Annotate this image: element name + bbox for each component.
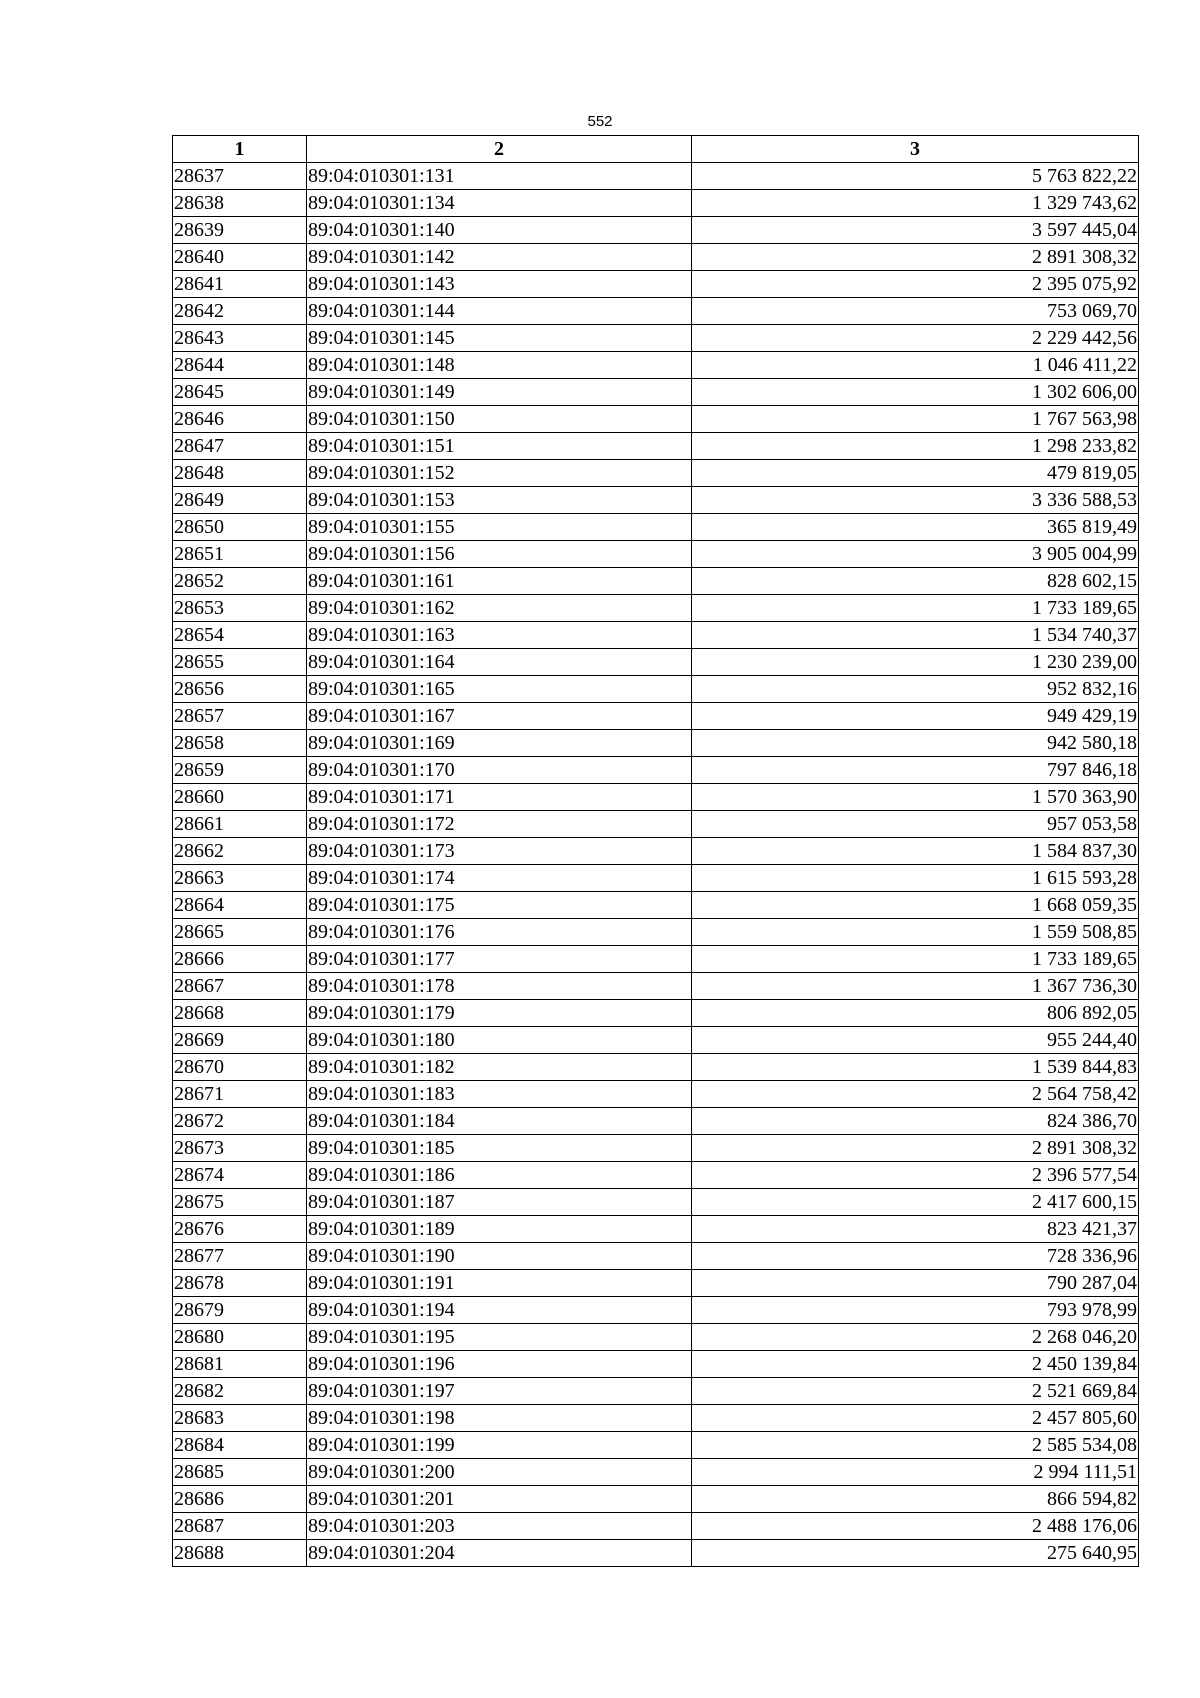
row-number-cell: 28687 — [173, 1513, 307, 1540]
value-cell: 797 846,18 — [692, 757, 1139, 784]
cadastral-number-cell: 89:04:010301:165 — [307, 676, 692, 703]
value-cell: 2 488 176,06 — [692, 1513, 1139, 1540]
cadastral-number-cell: 89:04:010301:196 — [307, 1351, 692, 1378]
value-cell: 949 429,19 — [692, 703, 1139, 730]
cadastral-number-cell: 89:04:010301:140 — [307, 217, 692, 244]
table-row — [173, 865, 1139, 892]
row-number-cell: 28671 — [173, 1081, 307, 1108]
table-row — [173, 1297, 1139, 1324]
cadastral-number-cell: 89:04:010301:175 — [307, 892, 692, 919]
table-row — [173, 1486, 1139, 1513]
table-row — [173, 1351, 1139, 1378]
row-number-cell: 28662 — [173, 838, 307, 865]
cadastral-number-cell: 89:04:010301:197 — [307, 1378, 692, 1405]
value-cell: 1 329 743,62 — [692, 190, 1139, 217]
row-number-cell: 28681 — [173, 1351, 307, 1378]
row-number-cell: 28660 — [173, 784, 307, 811]
cadastral-number-cell: 89:04:010301:156 — [307, 541, 692, 568]
table-row — [173, 784, 1139, 811]
row-number-cell: 28675 — [173, 1189, 307, 1216]
table-row — [173, 1027, 1139, 1054]
row-number-cell: 28639 — [173, 217, 307, 244]
row-number-cell: 28683 — [173, 1405, 307, 1432]
table-row — [173, 433, 1139, 460]
cadastral-number-cell: 89:04:010301:152 — [307, 460, 692, 487]
cadastral-number-cell: 89:04:010301:162 — [307, 595, 692, 622]
table-row — [173, 1378, 1139, 1405]
value-cell: 753 069,70 — [692, 298, 1139, 325]
cadastral-number-cell: 89:04:010301:153 — [307, 487, 692, 514]
table-row — [173, 1054, 1139, 1081]
value-cell: 1 539 844,83 — [692, 1054, 1139, 1081]
table-row — [173, 1135, 1139, 1162]
cadastral-number-cell: 89:04:010301:155 — [307, 514, 692, 541]
value-cell: 806 892,05 — [692, 1000, 1139, 1027]
cadastral-number-cell: 89:04:010301:143 — [307, 271, 692, 298]
cadastral-number-cell: 89:04:010301:151 — [307, 433, 692, 460]
value-cell: 1 302 606,00 — [692, 379, 1139, 406]
cadastral-number-cell: 89:04:010301:149 — [307, 379, 692, 406]
row-number-cell: 28658 — [173, 730, 307, 757]
row-number-cell: 28651 — [173, 541, 307, 568]
row-number-cell: 28667 — [173, 973, 307, 1000]
table-row — [173, 163, 1139, 190]
table-row — [173, 244, 1139, 271]
row-number-cell: 28646 — [173, 406, 307, 433]
value-cell: 2 395 075,92 — [692, 271, 1139, 298]
value-cell: 955 244,40 — [692, 1027, 1139, 1054]
table-row — [173, 703, 1139, 730]
table-row — [173, 919, 1139, 946]
value-cell: 1 584 837,30 — [692, 838, 1139, 865]
cadastral-number-cell: 89:04:010301:189 — [307, 1216, 692, 1243]
table-row — [173, 271, 1139, 298]
row-number-cell: 28650 — [173, 514, 307, 541]
table-row — [173, 1216, 1139, 1243]
cadastral-number-cell: 89:04:010301:163 — [307, 622, 692, 649]
table-row — [173, 541, 1139, 568]
row-number-cell: 28638 — [173, 190, 307, 217]
value-cell: 1 559 508,85 — [692, 919, 1139, 946]
cadastral-number-cell: 89:04:010301:199 — [307, 1432, 692, 1459]
value-cell: 365 819,49 — [692, 514, 1139, 541]
cadastral-number-cell: 89:04:010301:167 — [307, 703, 692, 730]
row-number-cell: 28688 — [173, 1540, 307, 1567]
table-row — [173, 298, 1139, 325]
value-cell: 1 367 736,30 — [692, 973, 1139, 1000]
cadastral-number-cell: 89:04:010301:148 — [307, 352, 692, 379]
value-cell: 2 229 442,56 — [692, 325, 1139, 352]
value-cell: 3 597 445,04 — [692, 217, 1139, 244]
row-number-cell: 28682 — [173, 1378, 307, 1405]
cadastral-number-cell: 89:04:010301:190 — [307, 1243, 692, 1270]
row-number-cell: 28637 — [173, 163, 307, 190]
row-number-cell: 28656 — [173, 676, 307, 703]
value-cell: 1 733 189,65 — [692, 946, 1139, 973]
table-row — [173, 1162, 1139, 1189]
row-number-cell: 28649 — [173, 487, 307, 514]
registry-table — [172, 135, 1139, 1567]
value-cell: 824 386,70 — [692, 1108, 1139, 1135]
row-number-cell: 28684 — [173, 1432, 307, 1459]
row-number-cell: 28678 — [173, 1270, 307, 1297]
value-cell: 2 457 805,60 — [692, 1405, 1139, 1432]
table-row — [173, 190, 1139, 217]
table-row — [173, 487, 1139, 514]
page-number: 552 — [587, 113, 613, 130]
value-cell: 2 564 758,42 — [692, 1081, 1139, 1108]
table-row — [173, 946, 1139, 973]
value-cell: 1 298 233,82 — [692, 433, 1139, 460]
row-number-cell: 28686 — [173, 1486, 307, 1513]
row-number-cell: 28643 — [173, 325, 307, 352]
table-row — [173, 1108, 1139, 1135]
cadastral-number-cell: 89:04:010301:134 — [307, 190, 692, 217]
cadastral-number-cell: 89:04:010301:171 — [307, 784, 692, 811]
value-cell: 3 905 004,99 — [692, 541, 1139, 568]
table-row — [173, 973, 1139, 1000]
value-cell: 866 594,82 — [692, 1486, 1139, 1513]
cadastral-number-cell: 89:04:010301:169 — [307, 730, 692, 757]
table-header — [173, 136, 1139, 163]
value-cell: 2 521 669,84 — [692, 1378, 1139, 1405]
row-number-cell: 28652 — [173, 568, 307, 595]
value-cell: 1 668 059,35 — [692, 892, 1139, 919]
table-row — [173, 595, 1139, 622]
value-cell: 2 994 111,51 — [692, 1459, 1139, 1486]
row-number-cell: 28642 — [173, 298, 307, 325]
row-number-cell: 28655 — [173, 649, 307, 676]
row-number-cell: 28668 — [173, 1000, 307, 1027]
row-number-cell: 28663 — [173, 865, 307, 892]
row-number-cell: 28647 — [173, 433, 307, 460]
cadastral-number-cell: 89:04:010301:170 — [307, 757, 692, 784]
value-cell: 1 615 593,28 — [692, 865, 1139, 892]
value-cell: 952 832,16 — [692, 676, 1139, 703]
row-number-cell: 28677 — [173, 1243, 307, 1270]
table-row — [173, 892, 1139, 919]
cadastral-number-cell: 89:04:010301:172 — [307, 811, 692, 838]
cadastral-number-cell: 89:04:010301:178 — [307, 973, 692, 1000]
row-number-cell: 28680 — [173, 1324, 307, 1351]
cadastral-number-cell: 89:04:010301:177 — [307, 946, 692, 973]
cadastral-number-cell: 89:04:010301:191 — [307, 1270, 692, 1297]
table-row — [173, 325, 1139, 352]
table-row — [173, 1513, 1139, 1540]
value-cell: 2 396 577,54 — [692, 1162, 1139, 1189]
row-number-cell: 28672 — [173, 1108, 307, 1135]
value-cell: 790 287,04 — [692, 1270, 1139, 1297]
cadastral-number-cell: 89:04:010301:176 — [307, 919, 692, 946]
table-row — [173, 568, 1139, 595]
cadastral-number-cell: 89:04:010301:204 — [307, 1540, 692, 1567]
value-cell: 793 978,99 — [692, 1297, 1139, 1324]
table-row — [173, 1432, 1139, 1459]
value-cell: 1 570 363,90 — [692, 784, 1139, 811]
cadastral-number-cell: 89:04:010301:179 — [307, 1000, 692, 1027]
table-row — [173, 1243, 1139, 1270]
cadastral-number-cell: 89:04:010301:182 — [307, 1054, 692, 1081]
table-row — [173, 1459, 1139, 1486]
row-number-cell: 28657 — [173, 703, 307, 730]
value-cell: 2 450 139,84 — [692, 1351, 1139, 1378]
row-number-cell: 28673 — [173, 1135, 307, 1162]
row-number-cell: 28640 — [173, 244, 307, 271]
cadastral-number-cell: 89:04:010301:150 — [307, 406, 692, 433]
table-row — [173, 757, 1139, 784]
value-cell: 3 336 588,53 — [692, 487, 1139, 514]
table-row — [173, 838, 1139, 865]
row-number-cell: 28665 — [173, 919, 307, 946]
cadastral-number-cell: 89:04:010301:194 — [307, 1297, 692, 1324]
row-number-cell: 28654 — [173, 622, 307, 649]
table-body — [173, 163, 1139, 1567]
value-cell: 5 763 822,22 — [692, 163, 1139, 190]
value-cell: 1 733 189,65 — [692, 595, 1139, 622]
value-cell: 1 046 411,22 — [692, 352, 1139, 379]
value-cell: 1 534 740,37 — [692, 622, 1139, 649]
value-cell: 1 230 239,00 — [692, 649, 1139, 676]
row-number-cell: 28669 — [173, 1027, 307, 1054]
table-row — [173, 514, 1139, 541]
table-row — [173, 1081, 1139, 1108]
cadastral-number-cell: 89:04:010301:145 — [307, 325, 692, 352]
table-row — [173, 1324, 1139, 1351]
table-row — [173, 649, 1139, 676]
value-cell: 957 053,58 — [692, 811, 1139, 838]
cadastral-number-cell: 89:04:010301:142 — [307, 244, 692, 271]
row-number-cell: 28685 — [173, 1459, 307, 1486]
table-row — [173, 1270, 1139, 1297]
value-cell: 2 268 046,20 — [692, 1324, 1139, 1351]
row-number-cell: 28648 — [173, 460, 307, 487]
table-row — [173, 1540, 1139, 1567]
cadastral-number-cell: 89:04:010301:174 — [307, 865, 692, 892]
value-cell: 1 767 563,98 — [692, 406, 1139, 433]
row-number-cell: 28645 — [173, 379, 307, 406]
cadastral-number-cell: 89:04:010301:186 — [307, 1162, 692, 1189]
cadastral-number-cell: 89:04:010301:203 — [307, 1513, 692, 1540]
table-row — [173, 406, 1139, 433]
table-row — [173, 676, 1139, 703]
row-number-cell: 28641 — [173, 271, 307, 298]
cadastral-number-cell: 89:04:010301:187 — [307, 1189, 692, 1216]
cadastral-number-cell: 89:04:010301:164 — [307, 649, 692, 676]
table-row — [173, 1405, 1139, 1432]
value-cell: 275 640,95 — [692, 1540, 1139, 1567]
value-cell: 2 891 308,32 — [692, 1135, 1139, 1162]
value-cell: 2 891 308,32 — [692, 244, 1139, 271]
header-row — [173, 136, 1139, 163]
table-row — [173, 352, 1139, 379]
cadastral-number-cell: 89:04:010301:198 — [307, 1405, 692, 1432]
cadastral-number-cell: 89:04:010301:200 — [307, 1459, 692, 1486]
cadastral-number-cell: 89:04:010301:184 — [307, 1108, 692, 1135]
value-cell: 828 602,15 — [692, 568, 1139, 595]
row-number-cell: 28664 — [173, 892, 307, 919]
value-cell: 823 421,37 — [692, 1216, 1139, 1243]
row-number-cell: 28670 — [173, 1054, 307, 1081]
cadastral-number-cell: 89:04:010301:144 — [307, 298, 692, 325]
value-cell: 479 819,05 — [692, 460, 1139, 487]
row-number-cell: 28676 — [173, 1216, 307, 1243]
row-number-cell: 28674 — [173, 1162, 307, 1189]
table-row — [173, 379, 1139, 406]
row-number-cell: 28661 — [173, 811, 307, 838]
value-cell: 2 417 600,15 — [692, 1189, 1139, 1216]
table-row — [173, 730, 1139, 757]
cadastral-number-cell: 89:04:010301:183 — [307, 1081, 692, 1108]
table-row — [173, 217, 1139, 244]
table-row — [173, 460, 1139, 487]
column-header-2: 2 — [307, 136, 692, 163]
column-header-3: 3 — [692, 136, 1139, 163]
value-cell: 728 336,96 — [692, 1243, 1139, 1270]
row-number-cell: 28659 — [173, 757, 307, 784]
cadastral-number-cell: 89:04:010301:195 — [307, 1324, 692, 1351]
row-number-cell: 28644 — [173, 352, 307, 379]
cadastral-number-cell: 89:04:010301:173 — [307, 838, 692, 865]
row-number-cell: 28666 — [173, 946, 307, 973]
column-header-1: 1 — [173, 136, 307, 163]
table-row — [173, 811, 1139, 838]
cadastral-number-cell: 89:04:010301:185 — [307, 1135, 692, 1162]
row-number-cell: 28679 — [173, 1297, 307, 1324]
cadastral-number-cell: 89:04:010301:131 — [307, 163, 692, 190]
table-row — [173, 622, 1139, 649]
cadastral-number-cell: 89:04:010301:201 — [307, 1486, 692, 1513]
table-row — [173, 1189, 1139, 1216]
cadastral-number-cell: 89:04:010301:180 — [307, 1027, 692, 1054]
row-number-cell: 28653 — [173, 595, 307, 622]
value-cell: 2 585 534,08 — [692, 1432, 1139, 1459]
value-cell: 942 580,18 — [692, 730, 1139, 757]
cadastral-number-cell: 89:04:010301:161 — [307, 568, 692, 595]
table-row — [173, 1000, 1139, 1027]
